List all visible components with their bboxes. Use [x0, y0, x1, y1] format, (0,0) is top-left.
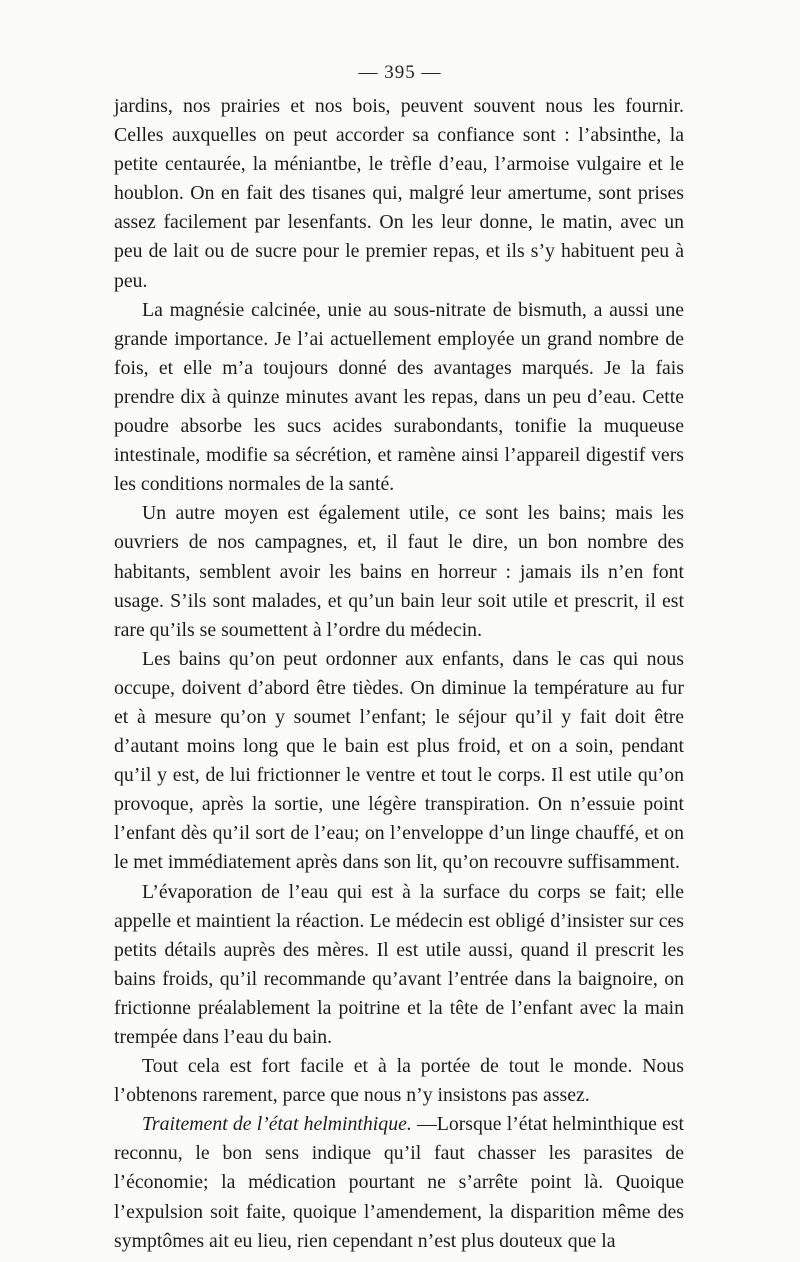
paragraph-easy: Tout cela est fort facile et à la portée de tout le monde. Nous l’obtenons rarement, parce que nous n’y insistons pas assez. — [114, 1055, 684, 1107]
page-number: — 395 — — [358, 62, 442, 83]
paragraph-helminthic-text: —Lorsque l’état helminthique est reconnu, le bon sens indique qu’il faut chasser les parasites de l’économie; la médication pourtant ne s’arrête point là. Quoique l’expulsion soit faite, quoique l’amendement, la disparition même des symptômes ait eu lieu, rien cependant n’est plus douteux que la — [114, 1113, 684, 1252]
paragraph-evaporation: L’évaporation de l’eau qui est à la surface du corps se fait; elle appelle et maintient la réaction. Le médecin est obligé d’insister sur ces petits détails auprès des mères. Il est utile aussi, quand il prescrit les bains froids, qu’il recommande qu’avant l’entrée dans la baignoire, on frictionne préalablement la poitrine et la tête de l’enfant avec la main trempée dans l’eau du bain. — [114, 880, 684, 1048]
section-title-helminthic: Traitement de l’état helminthique. — [142, 1113, 412, 1136]
paragraph-baths: Un autre moyen est également utile, ce sont les bains; mais les ouvriers de nos campagnes, et, il faut le dire, un bon nombre des habitants, semblent avoir les bains en horreur : jamais ils n’en font usage. S’ils sont malades, et qu’un bain leur soit utile et prescrit, il est rare qu’ils se soumettent à l’ordre du médecin. — [114, 502, 684, 641]
paragraph-children-baths: Les bains qu’on peut ordonner aux enfants, dans le cas qui nous occupe, doivent d’abord être tièdes. On diminue la température au fur et à mesure qu’on y soumet l’enfant; le séjour qu’il y fait doit être d’autant moins long que le bain est plus froid, et on a soin, pendant qu’il y est, de lui frictionner le ventre et tout le corps. Il est utile qu’on provoque, après la sortie, une légère transpiration. On n’essuie point l’enfant dès qu’il sort de l’eau; on l’enveloppe d’un linge chauffé, et on le met immédiatement après dans son lit, qu’on recouvre suffisamment. — [114, 647, 684, 874]
body-text — [114, 92, 684, 1256]
paragraph-helminthic — [114, 1110, 684, 1255]
paragraph-bitter-plants: jardins, nos prairies et nos bois, peuvent souvent nous les fournir. Celles auxquelles on peut accorder sa confiance sont : l’absinthe, la petite centaurée, la méniantbe, le trèfle d’eau, l’armoise vulgaire et le houblon. On en fait des tisanes qui, malgré leur amertume, sont prises assez facilement par lesenfants. On les leur donne, le matin, avec un peu de lait ou de sucre pour le premier repas, et ils s’y habituent peu à peu. — [114, 95, 684, 292]
paragraph-magnesia: La magnésie calcinée, unie au sous-nitrate de bismuth, a aussi une grande importance. Je l’ai actuellement employée un grand nombre de fois, et elle m’a toujours donné des avantages marqués. Je la fais prendre dix à quinze minutes avant les repas, dans un peu d’eau. Cette poudre absorbe les sucs acides surabondants, tonifie la muqueuse intestinale, modifie sa sécrétion, et ramène ainsi l’appareil digestif vers les conditions normales de la santé. — [114, 298, 684, 496]
